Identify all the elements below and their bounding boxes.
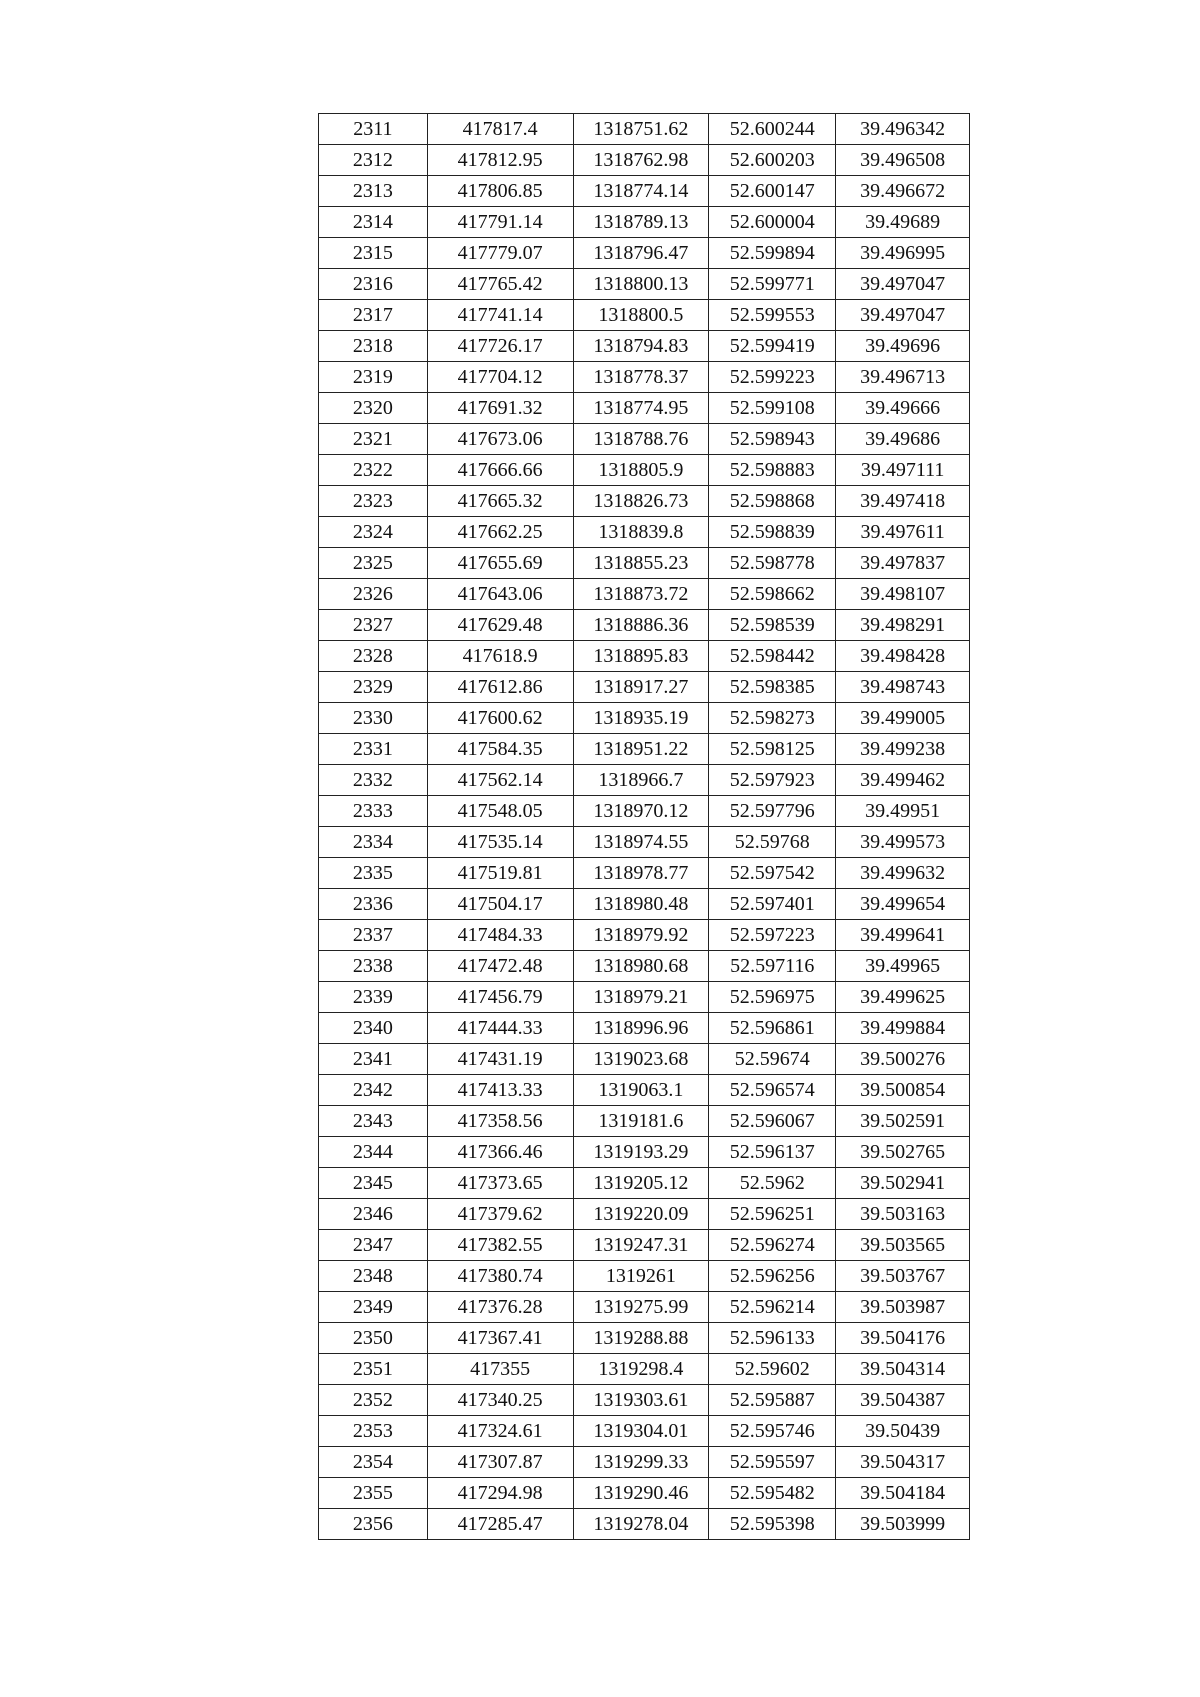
longitude-cell: 39.497611 bbox=[836, 517, 970, 548]
x-coordinate-cell: 417366.46 bbox=[427, 1137, 573, 1168]
point-number-cell: 2326 bbox=[319, 579, 428, 610]
latitude-cell: 52.596861 bbox=[709, 1013, 836, 1044]
latitude-cell: 52.600244 bbox=[709, 114, 836, 145]
table-row bbox=[319, 1075, 970, 1106]
longitude-cell: 39.503163 bbox=[836, 1199, 970, 1230]
table-row bbox=[319, 1292, 970, 1323]
point-number-cell: 2348 bbox=[319, 1261, 428, 1292]
table-row bbox=[319, 300, 970, 331]
x-coordinate-cell: 417600.62 bbox=[427, 703, 573, 734]
y-coordinate-cell: 1318839.8 bbox=[573, 517, 709, 548]
y-coordinate-cell: 1319303.61 bbox=[573, 1385, 709, 1416]
y-coordinate-cell: 1318980.68 bbox=[573, 951, 709, 982]
y-coordinate-cell: 1319063.1 bbox=[573, 1075, 709, 1106]
latitude-cell: 52.595746 bbox=[709, 1416, 836, 1447]
point-number-cell: 2328 bbox=[319, 641, 428, 672]
latitude-cell: 52.599108 bbox=[709, 393, 836, 424]
y-coordinate-cell: 1318826.73 bbox=[573, 486, 709, 517]
latitude-cell: 52.597116 bbox=[709, 951, 836, 982]
x-coordinate-cell: 417367.41 bbox=[427, 1323, 573, 1354]
y-coordinate-cell: 1319288.88 bbox=[573, 1323, 709, 1354]
table-row bbox=[319, 1013, 970, 1044]
longitude-cell: 39.499654 bbox=[836, 889, 970, 920]
latitude-cell: 52.597542 bbox=[709, 858, 836, 889]
longitude-cell: 39.497418 bbox=[836, 486, 970, 517]
y-coordinate-cell: 1318774.14 bbox=[573, 176, 709, 207]
point-number-cell: 2343 bbox=[319, 1106, 428, 1137]
y-coordinate-cell: 1319205.12 bbox=[573, 1168, 709, 1199]
y-coordinate-cell: 1318978.77 bbox=[573, 858, 709, 889]
table-row bbox=[319, 1416, 970, 1447]
x-coordinate-cell: 417655.69 bbox=[427, 548, 573, 579]
longitude-cell: 39.498743 bbox=[836, 672, 970, 703]
table-row bbox=[319, 207, 970, 238]
x-coordinate-cell: 417379.62 bbox=[427, 1199, 573, 1230]
longitude-cell: 39.502941 bbox=[836, 1168, 970, 1199]
point-number-cell: 2324 bbox=[319, 517, 428, 548]
point-number-cell: 2334 bbox=[319, 827, 428, 858]
table-row bbox=[319, 641, 970, 672]
y-coordinate-cell: 1319278.04 bbox=[573, 1509, 709, 1540]
point-number-cell: 2325 bbox=[319, 548, 428, 579]
longitude-cell: 39.499238 bbox=[836, 734, 970, 765]
x-coordinate-cell: 417562.14 bbox=[427, 765, 573, 796]
y-coordinate-cell: 1318751.62 bbox=[573, 114, 709, 145]
x-coordinate-cell: 417817.4 bbox=[427, 114, 573, 145]
longitude-cell: 39.498107 bbox=[836, 579, 970, 610]
table-row bbox=[319, 517, 970, 548]
table-row bbox=[319, 269, 970, 300]
y-coordinate-cell: 1319304.01 bbox=[573, 1416, 709, 1447]
longitude-cell: 39.499462 bbox=[836, 765, 970, 796]
longitude-cell: 39.499884 bbox=[836, 1013, 970, 1044]
point-number-cell: 2349 bbox=[319, 1292, 428, 1323]
table-row bbox=[319, 765, 970, 796]
y-coordinate-cell: 1319023.68 bbox=[573, 1044, 709, 1075]
longitude-cell: 39.49696 bbox=[836, 331, 970, 362]
x-coordinate-cell: 417380.74 bbox=[427, 1261, 573, 1292]
latitude-cell: 52.599223 bbox=[709, 362, 836, 393]
table-row bbox=[319, 1137, 970, 1168]
table-row bbox=[319, 858, 970, 889]
latitude-cell: 52.596251 bbox=[709, 1199, 836, 1230]
y-coordinate-cell: 1318974.55 bbox=[573, 827, 709, 858]
table-row bbox=[319, 1478, 970, 1509]
y-coordinate-cell: 1318996.96 bbox=[573, 1013, 709, 1044]
longitude-cell: 39.502765 bbox=[836, 1137, 970, 1168]
latitude-cell: 52.597401 bbox=[709, 889, 836, 920]
x-coordinate-cell: 417373.65 bbox=[427, 1168, 573, 1199]
x-coordinate-cell: 417484.33 bbox=[427, 920, 573, 951]
latitude-cell: 52.598943 bbox=[709, 424, 836, 455]
y-coordinate-cell: 1319299.33 bbox=[573, 1447, 709, 1478]
longitude-cell: 39.499625 bbox=[836, 982, 970, 1013]
longitude-cell: 39.503767 bbox=[836, 1261, 970, 1292]
longitude-cell: 39.504184 bbox=[836, 1478, 970, 1509]
longitude-cell: 39.504317 bbox=[836, 1447, 970, 1478]
longitude-cell: 39.504176 bbox=[836, 1323, 970, 1354]
latitude-cell: 52.595597 bbox=[709, 1447, 836, 1478]
point-number-cell: 2338 bbox=[319, 951, 428, 982]
latitude-cell: 52.596256 bbox=[709, 1261, 836, 1292]
longitude-cell: 39.497111 bbox=[836, 455, 970, 486]
table-row bbox=[319, 114, 970, 145]
x-coordinate-cell: 417629.48 bbox=[427, 610, 573, 641]
latitude-cell: 52.598662 bbox=[709, 579, 836, 610]
longitude-cell: 39.496995 bbox=[836, 238, 970, 269]
y-coordinate-cell: 1318966.7 bbox=[573, 765, 709, 796]
point-number-cell: 2344 bbox=[319, 1137, 428, 1168]
longitude-cell: 39.496672 bbox=[836, 176, 970, 207]
y-coordinate-cell: 1319298.4 bbox=[573, 1354, 709, 1385]
table-row bbox=[319, 1261, 970, 1292]
point-number-cell: 2312 bbox=[319, 145, 428, 176]
y-coordinate-cell: 1319193.29 bbox=[573, 1137, 709, 1168]
table-row bbox=[319, 145, 970, 176]
latitude-cell: 52.598273 bbox=[709, 703, 836, 734]
x-coordinate-cell: 417355 bbox=[427, 1354, 573, 1385]
longitude-cell: 39.499005 bbox=[836, 703, 970, 734]
y-coordinate-cell: 1318794.83 bbox=[573, 331, 709, 362]
y-coordinate-cell: 1318886.36 bbox=[573, 610, 709, 641]
table-row bbox=[319, 1323, 970, 1354]
point-number-cell: 2327 bbox=[319, 610, 428, 641]
x-coordinate-cell: 417294.98 bbox=[427, 1478, 573, 1509]
latitude-cell: 52.598442 bbox=[709, 641, 836, 672]
x-coordinate-cell: 417444.33 bbox=[427, 1013, 573, 1044]
x-coordinate-cell: 417618.9 bbox=[427, 641, 573, 672]
point-number-cell: 2318 bbox=[319, 331, 428, 362]
point-number-cell: 2337 bbox=[319, 920, 428, 951]
longitude-cell: 39.49951 bbox=[836, 796, 970, 827]
latitude-cell: 52.5962 bbox=[709, 1168, 836, 1199]
table-row bbox=[319, 1044, 970, 1075]
y-coordinate-cell: 1318800.5 bbox=[573, 300, 709, 331]
point-number-cell: 2321 bbox=[319, 424, 428, 455]
x-coordinate-cell: 417548.05 bbox=[427, 796, 573, 827]
latitude-cell: 52.598868 bbox=[709, 486, 836, 517]
x-coordinate-cell: 417382.55 bbox=[427, 1230, 573, 1261]
table-row bbox=[319, 951, 970, 982]
latitude-cell: 52.599771 bbox=[709, 269, 836, 300]
table-row bbox=[319, 1509, 970, 1540]
longitude-cell: 39.49965 bbox=[836, 951, 970, 982]
latitude-cell: 52.598883 bbox=[709, 455, 836, 486]
longitude-cell: 39.498428 bbox=[836, 641, 970, 672]
table-row bbox=[319, 1168, 970, 1199]
y-coordinate-cell: 1318979.21 bbox=[573, 982, 709, 1013]
point-number-cell: 2319 bbox=[319, 362, 428, 393]
table-row bbox=[319, 982, 970, 1013]
y-coordinate-cell: 1318873.72 bbox=[573, 579, 709, 610]
longitude-cell: 39.499632 bbox=[836, 858, 970, 889]
table-row bbox=[319, 176, 970, 207]
longitude-cell: 39.497047 bbox=[836, 269, 970, 300]
point-number-cell: 2346 bbox=[319, 1199, 428, 1230]
x-coordinate-cell: 417704.12 bbox=[427, 362, 573, 393]
table-row bbox=[319, 238, 970, 269]
x-coordinate-cell: 417806.85 bbox=[427, 176, 573, 207]
x-coordinate-cell: 417643.06 bbox=[427, 579, 573, 610]
y-coordinate-cell: 1319290.46 bbox=[573, 1478, 709, 1509]
point-number-cell: 2341 bbox=[319, 1044, 428, 1075]
x-coordinate-cell: 417779.07 bbox=[427, 238, 573, 269]
x-coordinate-cell: 417376.28 bbox=[427, 1292, 573, 1323]
longitude-cell: 39.503999 bbox=[836, 1509, 970, 1540]
table-row bbox=[319, 1385, 970, 1416]
table-row bbox=[319, 331, 970, 362]
table-row bbox=[319, 1354, 970, 1385]
x-coordinate-cell: 417691.32 bbox=[427, 393, 573, 424]
table-row bbox=[319, 548, 970, 579]
x-coordinate-cell: 417612.86 bbox=[427, 672, 573, 703]
x-coordinate-cell: 417413.33 bbox=[427, 1075, 573, 1106]
latitude-cell: 52.596274 bbox=[709, 1230, 836, 1261]
longitude-cell: 39.500854 bbox=[836, 1075, 970, 1106]
x-coordinate-cell: 417665.32 bbox=[427, 486, 573, 517]
latitude-cell: 52.598385 bbox=[709, 672, 836, 703]
table-row bbox=[319, 579, 970, 610]
y-coordinate-cell: 1318979.92 bbox=[573, 920, 709, 951]
longitude-cell: 39.504387 bbox=[836, 1385, 970, 1416]
point-number-cell: 2340 bbox=[319, 1013, 428, 1044]
longitude-cell: 39.502591 bbox=[836, 1106, 970, 1137]
y-coordinate-cell: 1318789.13 bbox=[573, 207, 709, 238]
latitude-cell: 52.59674 bbox=[709, 1044, 836, 1075]
y-coordinate-cell: 1318951.22 bbox=[573, 734, 709, 765]
longitude-cell: 39.497837 bbox=[836, 548, 970, 579]
x-coordinate-cell: 417741.14 bbox=[427, 300, 573, 331]
point-number-cell: 2331 bbox=[319, 734, 428, 765]
longitude-cell: 39.496508 bbox=[836, 145, 970, 176]
latitude-cell: 52.595482 bbox=[709, 1478, 836, 1509]
longitude-cell: 39.497047 bbox=[836, 300, 970, 331]
table-row bbox=[319, 1106, 970, 1137]
x-coordinate-cell: 417535.14 bbox=[427, 827, 573, 858]
y-coordinate-cell: 1318778.37 bbox=[573, 362, 709, 393]
y-coordinate-cell: 1318980.48 bbox=[573, 889, 709, 920]
latitude-cell: 52.596137 bbox=[709, 1137, 836, 1168]
point-number-cell: 2315 bbox=[319, 238, 428, 269]
point-number-cell: 2356 bbox=[319, 1509, 428, 1540]
y-coordinate-cell: 1318935.19 bbox=[573, 703, 709, 734]
latitude-cell: 52.596975 bbox=[709, 982, 836, 1013]
longitude-cell: 39.496713 bbox=[836, 362, 970, 393]
x-coordinate-cell: 417812.95 bbox=[427, 145, 573, 176]
y-coordinate-cell: 1319261 bbox=[573, 1261, 709, 1292]
latitude-cell: 52.597796 bbox=[709, 796, 836, 827]
latitude-cell: 52.59768 bbox=[709, 827, 836, 858]
point-number-cell: 2354 bbox=[319, 1447, 428, 1478]
point-number-cell: 2335 bbox=[319, 858, 428, 889]
point-number-cell: 2336 bbox=[319, 889, 428, 920]
y-coordinate-cell: 1319220.09 bbox=[573, 1199, 709, 1230]
latitude-cell: 52.597923 bbox=[709, 765, 836, 796]
x-coordinate-cell: 417285.47 bbox=[427, 1509, 573, 1540]
latitude-cell: 52.595398 bbox=[709, 1509, 836, 1540]
latitude-cell: 52.600203 bbox=[709, 145, 836, 176]
x-coordinate-cell: 417340.25 bbox=[427, 1385, 573, 1416]
latitude-cell: 52.599553 bbox=[709, 300, 836, 331]
table-row bbox=[319, 889, 970, 920]
latitude-cell: 52.598125 bbox=[709, 734, 836, 765]
table-row bbox=[319, 610, 970, 641]
x-coordinate-cell: 417765.42 bbox=[427, 269, 573, 300]
longitude-cell: 39.499641 bbox=[836, 920, 970, 951]
longitude-cell: 39.503565 bbox=[836, 1230, 970, 1261]
table-row bbox=[319, 1447, 970, 1478]
point-number-cell: 2333 bbox=[319, 796, 428, 827]
table-row bbox=[319, 1199, 970, 1230]
table-row bbox=[319, 486, 970, 517]
table-row bbox=[319, 920, 970, 951]
point-number-cell: 2314 bbox=[319, 207, 428, 238]
latitude-cell: 52.596214 bbox=[709, 1292, 836, 1323]
point-number-cell: 2351 bbox=[319, 1354, 428, 1385]
x-coordinate-cell: 417307.87 bbox=[427, 1447, 573, 1478]
x-coordinate-cell: 417666.66 bbox=[427, 455, 573, 486]
y-coordinate-cell: 1318805.9 bbox=[573, 455, 709, 486]
x-coordinate-cell: 417456.79 bbox=[427, 982, 573, 1013]
y-coordinate-cell: 1318796.47 bbox=[573, 238, 709, 269]
point-number-cell: 2330 bbox=[319, 703, 428, 734]
longitude-cell: 39.49689 bbox=[836, 207, 970, 238]
x-coordinate-cell: 417504.17 bbox=[427, 889, 573, 920]
table-row bbox=[319, 424, 970, 455]
table-row bbox=[319, 672, 970, 703]
table-row bbox=[319, 393, 970, 424]
longitude-cell: 39.50439 bbox=[836, 1416, 970, 1447]
point-number-cell: 2350 bbox=[319, 1323, 428, 1354]
latitude-cell: 52.596067 bbox=[709, 1106, 836, 1137]
latitude-cell: 52.600004 bbox=[709, 207, 836, 238]
y-coordinate-cell: 1318762.98 bbox=[573, 145, 709, 176]
point-number-cell: 2320 bbox=[319, 393, 428, 424]
point-number-cell: 2311 bbox=[319, 114, 428, 145]
latitude-cell: 52.597223 bbox=[709, 920, 836, 951]
x-coordinate-cell: 417519.81 bbox=[427, 858, 573, 889]
longitude-cell: 39.500276 bbox=[836, 1044, 970, 1075]
longitude-cell: 39.49686 bbox=[836, 424, 970, 455]
point-number-cell: 2322 bbox=[319, 455, 428, 486]
point-number-cell: 2352 bbox=[319, 1385, 428, 1416]
y-coordinate-cell: 1319275.99 bbox=[573, 1292, 709, 1323]
longitude-cell: 39.498291 bbox=[836, 610, 970, 641]
y-coordinate-cell: 1318788.76 bbox=[573, 424, 709, 455]
latitude-cell: 52.600147 bbox=[709, 176, 836, 207]
latitude-cell: 52.596574 bbox=[709, 1075, 836, 1106]
x-coordinate-cell: 417324.61 bbox=[427, 1416, 573, 1447]
point-number-cell: 2345 bbox=[319, 1168, 428, 1199]
latitude-cell: 52.599419 bbox=[709, 331, 836, 362]
point-number-cell: 2342 bbox=[319, 1075, 428, 1106]
x-coordinate-cell: 417358.56 bbox=[427, 1106, 573, 1137]
point-number-cell: 2347 bbox=[319, 1230, 428, 1261]
point-number-cell: 2355 bbox=[319, 1478, 428, 1509]
coordinates-table-body bbox=[319, 114, 970, 1540]
latitude-cell: 52.599894 bbox=[709, 238, 836, 269]
point-number-cell: 2339 bbox=[319, 982, 428, 1013]
table-row bbox=[319, 734, 970, 765]
table-row bbox=[319, 703, 970, 734]
y-coordinate-cell: 1318970.12 bbox=[573, 796, 709, 827]
longitude-cell: 39.504314 bbox=[836, 1354, 970, 1385]
latitude-cell: 52.595887 bbox=[709, 1385, 836, 1416]
latitude-cell: 52.596133 bbox=[709, 1323, 836, 1354]
y-coordinate-cell: 1319181.6 bbox=[573, 1106, 709, 1137]
y-coordinate-cell: 1318855.23 bbox=[573, 548, 709, 579]
point-number-cell: 2332 bbox=[319, 765, 428, 796]
y-coordinate-cell: 1319247.31 bbox=[573, 1230, 709, 1261]
y-coordinate-cell: 1318800.13 bbox=[573, 269, 709, 300]
point-number-cell: 2323 bbox=[319, 486, 428, 517]
x-coordinate-cell: 417726.17 bbox=[427, 331, 573, 362]
longitude-cell: 39.503987 bbox=[836, 1292, 970, 1323]
coordinates-table bbox=[318, 113, 970, 1540]
y-coordinate-cell: 1318895.83 bbox=[573, 641, 709, 672]
longitude-cell: 39.499573 bbox=[836, 827, 970, 858]
table-row bbox=[319, 362, 970, 393]
table-row bbox=[319, 455, 970, 486]
longitude-cell: 39.496342 bbox=[836, 114, 970, 145]
point-number-cell: 2317 bbox=[319, 300, 428, 331]
latitude-cell: 52.598539 bbox=[709, 610, 836, 641]
table-row bbox=[319, 827, 970, 858]
latitude-cell: 52.598839 bbox=[709, 517, 836, 548]
x-coordinate-cell: 417584.35 bbox=[427, 734, 573, 765]
x-coordinate-cell: 417431.19 bbox=[427, 1044, 573, 1075]
latitude-cell: 52.598778 bbox=[709, 548, 836, 579]
longitude-cell: 39.49666 bbox=[836, 393, 970, 424]
x-coordinate-cell: 417791.14 bbox=[427, 207, 573, 238]
table-row bbox=[319, 796, 970, 827]
x-coordinate-cell: 417662.25 bbox=[427, 517, 573, 548]
point-number-cell: 2353 bbox=[319, 1416, 428, 1447]
y-coordinate-cell: 1318917.27 bbox=[573, 672, 709, 703]
y-coordinate-cell: 1318774.95 bbox=[573, 393, 709, 424]
x-coordinate-cell: 417472.48 bbox=[427, 951, 573, 982]
point-number-cell: 2316 bbox=[319, 269, 428, 300]
point-number-cell: 2329 bbox=[319, 672, 428, 703]
x-coordinate-cell: 417673.06 bbox=[427, 424, 573, 455]
table-row bbox=[319, 1230, 970, 1261]
point-number-cell: 2313 bbox=[319, 176, 428, 207]
latitude-cell: 52.59602 bbox=[709, 1354, 836, 1385]
